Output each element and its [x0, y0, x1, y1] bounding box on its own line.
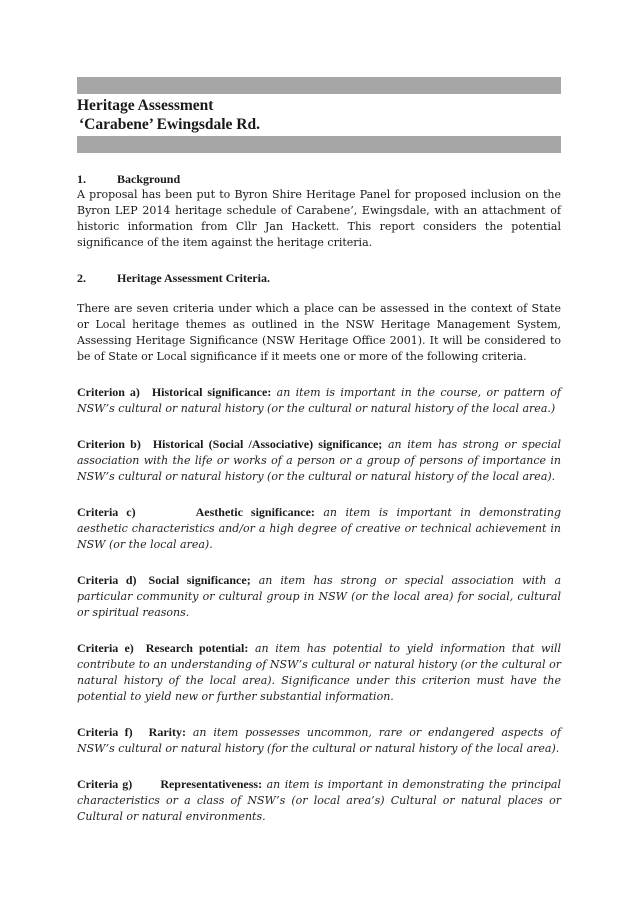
criterion-e: Criteria e) Research potential: an item has potential to yield information that will contribute to an understanding of NSW’s cultural or natural history (or the cultural or natural history of the local area). Significance under this criterion must have the potential to yield new or further substantial information.	[77, 641, 562, 703]
criteria-intro-paragraph: There are seven criteria under which a place can be assessed in the context of State or Local heritage themes as outlined in the NSW Heritage Management System, Assessing Heritage Significance (NSW Heritage Office 2001). It will be considered to be of State or Local significance if it meets one or more of the following criteria.	[77, 302, 561, 363]
criterion-b: Criterion b) Historical (Social /Associative) significance; an item has strong or special association with the life or works of a person or a group of persons of importance in NSW’s cultural or natural history (or the cultural or natural history of the local area).	[77, 437, 562, 483]
section-number: 1.	[77, 172, 86, 186]
criterion-d: Criteria d) Social significance; an item has strong or special association with a particular community or cultural group in NSW (or the local area) for social, cultural or spiritual reasons.	[77, 573, 562, 619]
section-heading-criteria	[77, 270, 561, 286]
section-title: Background	[117, 172, 181, 186]
criterion-definition: an item possesses uncommon, rare or endangered aspects of NSW’s cultural or natural history (for the cultural or natural history of the local area).	[77, 726, 561, 755]
criterion-definition: an item is important in demonstrating aesthetic characteristics and/or a high degree of creative or technical achievement in NSW (or the local area).	[77, 506, 561, 551]
criterion-label: Criteria d)	[77, 573, 137, 587]
section-number: 2.	[77, 271, 86, 285]
criterion-name: Aesthetic significance	[195, 505, 311, 519]
criterion-label: Criteria f)	[77, 725, 133, 739]
document-subtitle: ‘Carabene’ Ewingsdale Rd.	[79, 116, 260, 133]
section-heading-background	[77, 171, 561, 187]
criterion-g: Criteria g) Representativeness: an item is important in demonstrating the principal characteristics or a class of NSW’s (or local area’s) Cultural or natural places or Cultural or natural environments.	[77, 777, 562, 823]
background-paragraph: A proposal has been put to Byron Shire Heritage Panel for proposed inclusion on the Byron LEP 2014 heritage schedule of Carabene’, Ewingsdale, with an attachment of historic information from Cllr Jan Hackett. This report considers the potential significance of the item against the heritage criteria.	[77, 188, 561, 249]
criteria-list	[77, 365, 561, 825]
document-page	[77, 77, 561, 825]
criterion-name: Social significance	[148, 573, 247, 587]
header-rule-bottom	[77, 136, 561, 153]
header-rule-top	[77, 77, 561, 94]
criterion-a: Criterion a) Historical significance: an item is important in the course, or pattern of NSW’s cultural or natural history (or the cultural or natural history of the local area.)	[77, 385, 562, 415]
criterion-label: Criteria g)	[77, 777, 133, 791]
criterion-c: Criteria c) Aesthetic significance: an item is important in demonstrating aesthetic characteristics and/or a high degree of creative or technical achievement in NSW (or the local area).	[77, 505, 561, 551]
title-block	[77, 96, 561, 134]
document-title: Heritage Assessment	[77, 97, 214, 114]
criterion-label: Criteria c)	[77, 505, 136, 519]
criterion-name: Rarity	[148, 725, 182, 739]
criterion-f: Criteria f) Rarity: an item possesses uncommon, rare or endangered aspects of NSW’s cultural or natural history (for the cultural or natural history of the local area).	[77, 725, 561, 755]
criterion-name: Representativeness	[160, 777, 259, 791]
criterion-name: Historical (Social /Associative) significance	[152, 437, 379, 451]
criterion-definition: an item has strong or special association with a particular community or cultural group in NSW (or the local area) for social, cultural or spiritual reasons.	[77, 574, 562, 619]
criterion-definition: an item is important in the course, or pattern of NSW’s cultural or natural history (or the cultural or natural history of the local area.)	[77, 386, 562, 415]
criterion-definition: an item is important in demonstrating the principal characteristics or a class of NSW’s (or local area’s) Cultural or natural places or Cultural or natural environments.	[77, 778, 562, 823]
criterion-definition: an item has potential to yield information that will contribute to an understanding of NSW’s cultural or natural history (or the cultural or natural history of the local area). Significance under this criterion must have the potential to yield new or further substantial information.	[77, 642, 562, 703]
criterion-label: Criterion a)	[77, 385, 140, 399]
criterion-label: Criterion b)	[77, 437, 141, 451]
criterion-name: Research potential	[145, 641, 245, 655]
criterion-name: Historical significance	[151, 385, 268, 399]
section-title: Heritage Assessment Criteria.	[117, 271, 270, 285]
criterion-label: Criteria e)	[77, 641, 134, 655]
criterion-definition: an item has strong or special association with the life or works of a person or a group of persons of importance in NSW’s cultural or natural history (or the cultural or natural history of the local area).	[77, 438, 562, 483]
